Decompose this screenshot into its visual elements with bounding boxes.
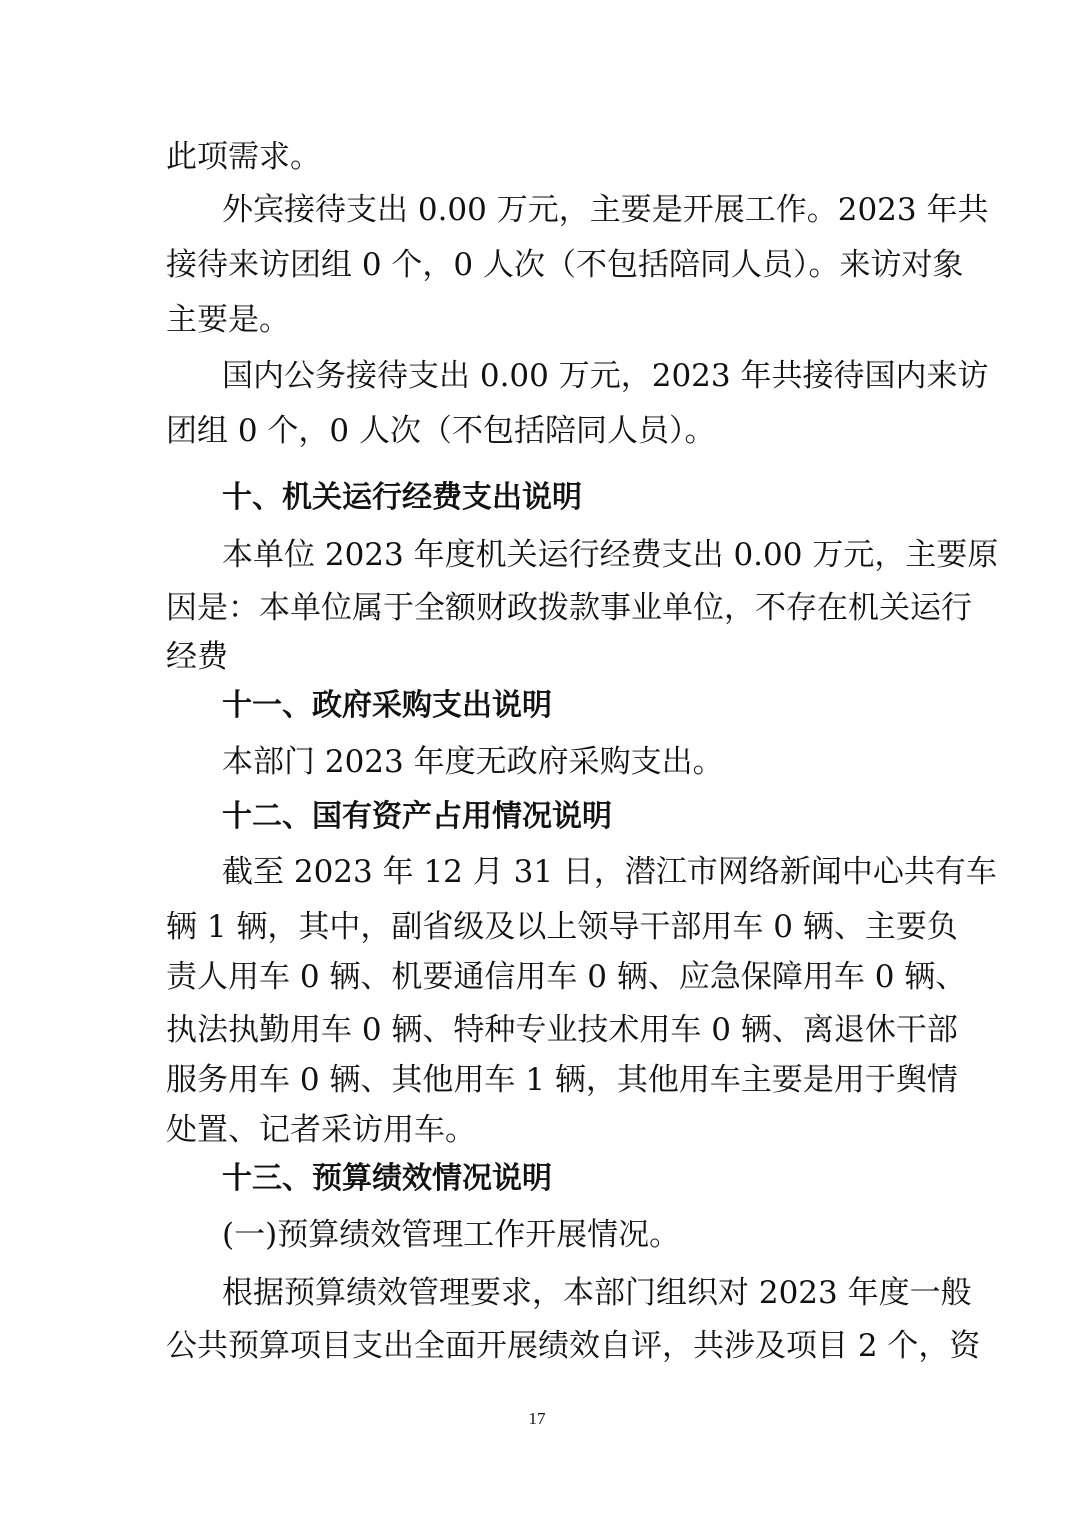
page-number: 17 (528, 1409, 546, 1428)
document-page: 此项需求。 外宾接待支出 0.00 万元，主要是开展工作。2023 年共 接待来访团组 0 个，0 人次（不包括陪同人员）。来访对象 主要是。 国内公务接待支出 0.00 万元，2023 年共接待国内来访 团组 0 个，0 人次（不包括陪同人员）。 十、机关运行经费支出说明 本单位 2023 年度机关运行经费支出 0.00 万元，主要原 因是：本单位属于全额财政拨款事业单位，不存在机关运行 经费 十一、政府采购支出说明 本部门 2023 年度无政府采购支出。 十二、国有资产占用情况说明 截至 2023 年 12 月 31 日，潜江市网络新闻中心共有车 辆 1 辆，其中，副省级及以上领导干部用车 0 辆、主要负 责人用车 0 辆、机要通信用车 0 辆、应急保障用车 0 辆、 执法执勤用车 0 辆、特种专业技术用车 0 辆、离退休干部 服务用车 0 辆、其他用车 1 辆，其他用车主要是用于舆情 处置、记者采访用车。 十三、预算绩效情况说明 (一)预算绩效管理工作开展情况。 根据预算绩效管理要求，本部门组织对 2023 年度一般 公共预算项目支出全面开展绩效自评，共涉及项目 2 个，资 17 (0, 0, 1074, 1520)
